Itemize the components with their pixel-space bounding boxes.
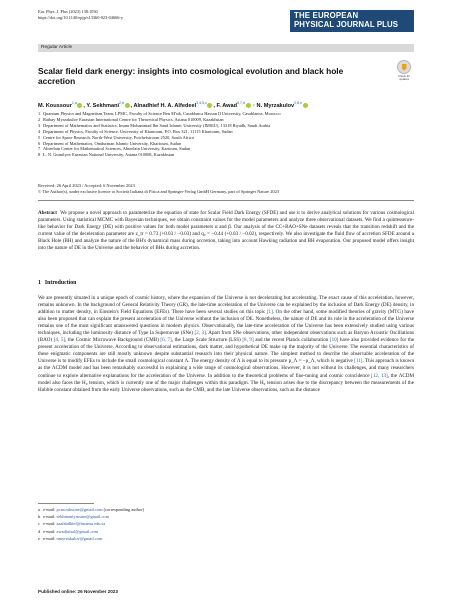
- email-footnote-label: e: [38, 535, 40, 541]
- intro-text-segment: and the recent Planck collaboration: [253, 337, 330, 344]
- citation-reference[interactable]: [12, 13]: [371, 372, 388, 379]
- email-footnote-label: a: [38, 507, 40, 512]
- affiliation-number: 2: [38, 116, 41, 122]
- email-footnote: [38, 520, 414, 527]
- affiliation-number: 1: [38, 111, 41, 116]
- author-list: [38, 100, 414, 110]
- update-icon: [397, 60, 411, 74]
- affiliation-number: 5: [38, 134, 41, 140]
- abstract: [38, 210, 414, 252]
- journal-citation: Eur. Phys. J. Plus (2023) 138:1030: [38, 9, 98, 14]
- intro-text-segment: . This approach is known as the ΛCDM model and has been remarkably successful in explaining a wide range of cosmological observations. However, it is not without its challenges, and many researchers continue to explore alternative explanations for the acceleration of the Universe. In addition to the theoretical problems of fine-tuning and cosmic coincidence: [38, 358, 414, 379]
- journal-logo-line1: THE EUROPEAN: [294, 11, 359, 20]
- check-for-updates-badge[interactable]: [394, 60, 414, 84]
- author-affiliation-marker: 6,7,d: [237, 101, 246, 105]
- copyright-line: © The Author(s), under exclusive licence to Società Italiana di Fisica and Springer-Verlag GmbH Germany, part of Springer Nature 2023: [38, 188, 279, 194]
- affiliation-number: 8: [38, 152, 41, 158]
- affiliation-text: Department of Mathematics and Statistics, Imam Mohammad Ibn Saud Islamic University (IMSIU), 13318 Riyadh, Saudi Arabia: [43, 122, 271, 128]
- check-for-updates-label: Check for updates: [398, 74, 410, 81]
- received-accepted: Received: 26 April 2023 / Accepted: 6 November 2023: [38, 183, 135, 188]
- divider: [38, 200, 414, 201]
- email-address[interactable]: pr.mouhssine@gmail.com: [56, 507, 103, 512]
- affiliation-list: [38, 111, 414, 158]
- journal-logo-line2: PHYSICAL JOURNAL PLUS: [294, 20, 399, 29]
- author-separator: ,: [83, 102, 87, 109]
- email-prefix: e-mail:: [43, 507, 57, 512]
- article-title: Scalar field dark energy: insights into cosmological evolution and black hole accretion: [38, 66, 344, 86]
- citation-reference[interactable]: [8, 9]: [242, 337, 254, 344]
- section-heading: [38, 280, 76, 286]
- author-separator: ,: [130, 102, 134, 109]
- intro-text-segment: . Apart from SNe observations, other independent observations such as Baryon Acoustic Oscillations (BAO): [38, 330, 414, 344]
- email-footnotes: [38, 506, 414, 542]
- intro-text-segment: , the Large Scale Structure (LSS): [171, 337, 243, 344]
- email-footnote-label: c: [38, 521, 40, 527]
- journal-logo: [290, 10, 414, 32]
- affiliation-text: Quantum Physics and Magnetism Team, LPMC, Faculty of Science Ben M'sik, Casablanca Hassan II University, Casablanca, Morocco: [43, 111, 281, 116]
- affiliation-number: 7: [38, 146, 41, 152]
- article-dates: [38, 183, 414, 195]
- affiliation-text: Department of Physics, Faculty of Science, University of Khartoum, P.O. Box 321, 11115 Khartoum, Sudan: [43, 128, 233, 134]
- affiliation-text: Ratbay Myrzakulov Eurasian International Centre for Theoretical Physics, Astana 010009, Kazakhstan: [43, 116, 224, 122]
- citation-reference[interactable]: [6, 7]: [160, 337, 172, 344]
- doi-link[interactable]: https://doi.org/10.1140/epjp/s13360-023-04666-y: [38, 14, 123, 20]
- email-footnote-label: b: [38, 514, 41, 520]
- affiliation-text: Centre for Space Research, North-West University, Potchefstroom 2520, South Africa: [43, 134, 194, 140]
- author-affiliation-marker: 3,4,5,c: [196, 101, 207, 105]
- affiliation-item: [38, 152, 414, 158]
- email-footnote-label: d: [38, 528, 41, 534]
- email-footnote: [38, 513, 414, 520]
- author-name: N. Myrzakulov: [256, 102, 295, 109]
- article-type-band: Regular Article: [38, 44, 414, 52]
- intro-text-segment: have also provided evidence for the present acceleration of the Universe. According to observational estimations, dark matter, and hypothetical DE make up the majority of the Universe. The essential characteristics of these enigmatic components are still mostly unknown despite substantial research into their physical nature. The simplest method to describe the observable acceleration of the Universe is to modify EFEs to include the small cosmological constant Λ. The energy density of Λ is equal to its pressure p_Λ = −ρ_Λ, which is negative: [38, 337, 414, 365]
- orcid-icon[interactable]: [125, 103, 130, 108]
- email-address[interactable]: awadfaisal@gmail.com: [56, 528, 99, 534]
- intro-text-segment: , the Cosmic Microwave Background (CMB): [65, 337, 161, 344]
- email-prefix: e-mail:: [43, 535, 57, 541]
- section-number: 1: [38, 280, 41, 286]
- abstract-label: Abstract: [38, 210, 57, 216]
- email-footnote: [38, 528, 414, 535]
- orcid-icon[interactable]: [246, 103, 251, 108]
- author-separator: ·: [251, 102, 257, 109]
- intro-text-segment: . On the other hand, some modified theories of gravity (MTG) have also been proposed that can explain the present acceleration of the Universe without the inclusion of DE. Nonetheless, the nature of DE and its role in the acceleration of the Universe remains one of the most significant unanswered questions in modern physics. Observationally, the late-time acceleration of the Universe has been extensively studied using various techniques, including the luminosity distance of Type Ia Supernovae (SNe): [38, 309, 414, 337]
- introduction-text: [38, 295, 414, 394]
- author-name: Alnadhief H. A. Alfedeel: [133, 102, 197, 109]
- email-prefix: e-mail:: [43, 514, 57, 520]
- citation-reference[interactable]: [1]: [266, 309, 273, 316]
- author-affiliation-marker: 1,a: [71, 101, 77, 105]
- affiliation-text: Department of Mathematics, Omdurman Islamic University, Khartoum, Sudan: [43, 140, 181, 146]
- citation-reference[interactable]: [2, 3]: [194, 330, 206, 337]
- email-prefix: e-mail:: [43, 528, 57, 534]
- intro-text-segment: We are presently situated in a unique epoch of cosmic history, where the expansion of the Universe is not decelerating but accelerating. The exact cause of this acceleration, however, remains unknown. In the background of General Relativity Theory (GR), the late-time acceleration of the Universe can be explained by the inclusion of Dark Energy (DE) density, in addition to matter density, in Einstein's Field Equations (EFEs). There have been several studies on this topic: [38, 295, 414, 316]
- author-name: F. Awad: [216, 102, 238, 109]
- orcid-icon[interactable]: [303, 103, 308, 108]
- affiliation-number: 6: [38, 140, 41, 146]
- published-online: Published online: 26 November 2023: [38, 589, 118, 594]
- abstract-text: We propose a novel approach to parameterize the equation of state for Scalar Field Dark Energy (SFDE) and use it to derive analytical solutions for various cosmological parameters. Using statistical MCMC with Bayesian techniques, we obtain constraint values for the model parameters and analyze three observational datasets. We find a quintessence-like behavior for Dark Energy (DE) with positive values for both model parameters α and β. Our analysis of the CC+BAO+SNe datasets reveals that the transition redshift and the current value of the deceleration parameter are z_tr = 0.73 (+0.03 / −0.03) and q₀ = −0.44 (+0.03 / −0.02), respectively. We also investigate the fluid flow of accretion SFDE around a Black Hole (BH) and analyze the nature of the BH's dynamical mass during accretion, taking into account Hawking radiation and BH evaporation. Our proposed model offers insight into the nature of DE in the Universe and the behavior of BHs during accretion.: [38, 210, 414, 252]
- affiliation-text: L. N. Gumilyov Eurasian National University, Astana 010008, Kazakhstan: [43, 152, 175, 158]
- orcid-icon[interactable]: [207, 103, 212, 108]
- email-footnote: [38, 506, 414, 513]
- author-name: M. Koussour: [38, 102, 72, 109]
- email-address[interactable]: nmyrzakulov@gmail.com: [56, 535, 103, 541]
- author-separator: ,: [213, 102, 217, 109]
- author-name: Y. Sekhmani: [86, 102, 120, 109]
- footnote-divider: [38, 503, 94, 504]
- email-prefix: e-mail:: [43, 521, 57, 527]
- affiliation-number: 3: [38, 122, 41, 128]
- email-address[interactable]: sekhmaniyassine@gmail.com: [56, 514, 109, 520]
- citation-reference[interactable]: [11]: [354, 358, 363, 365]
- email-footnote: [38, 535, 414, 542]
- citation-reference[interactable]: [10]: [329, 337, 339, 344]
- orcid-icon[interactable]: [77, 103, 82, 108]
- email-address[interactable]: aaalnadhief@imamu.edu.sa: [56, 521, 106, 527]
- citation-header: [38, 9, 238, 20]
- affiliation-number: 4: [38, 128, 41, 134]
- affiliation-text: Alneelain Center for Mathematical Sciences, Alneelain University, Kartoum, Sudan: [43, 146, 191, 152]
- author-affiliation-marker: 2,b: [119, 101, 125, 105]
- section-title: Introduction: [44, 280, 77, 286]
- citation-reference[interactable]: [4, 5]: [53, 337, 66, 344]
- author-affiliation-marker: 2,8,e: [294, 101, 303, 105]
- intro-text-segment: , the ΛCDM model also faces the H₀ tension, which is currently one of the major challenges within this paradigm. The H₀ tension arises due to the discrepancy between the measurements of the Hubble constant obtained from the early Universe observations, such as the CMB, and the late Universe observations, such as the distance: [38, 372, 414, 393]
- email-suffix: (corresponding author): [102, 507, 145, 512]
